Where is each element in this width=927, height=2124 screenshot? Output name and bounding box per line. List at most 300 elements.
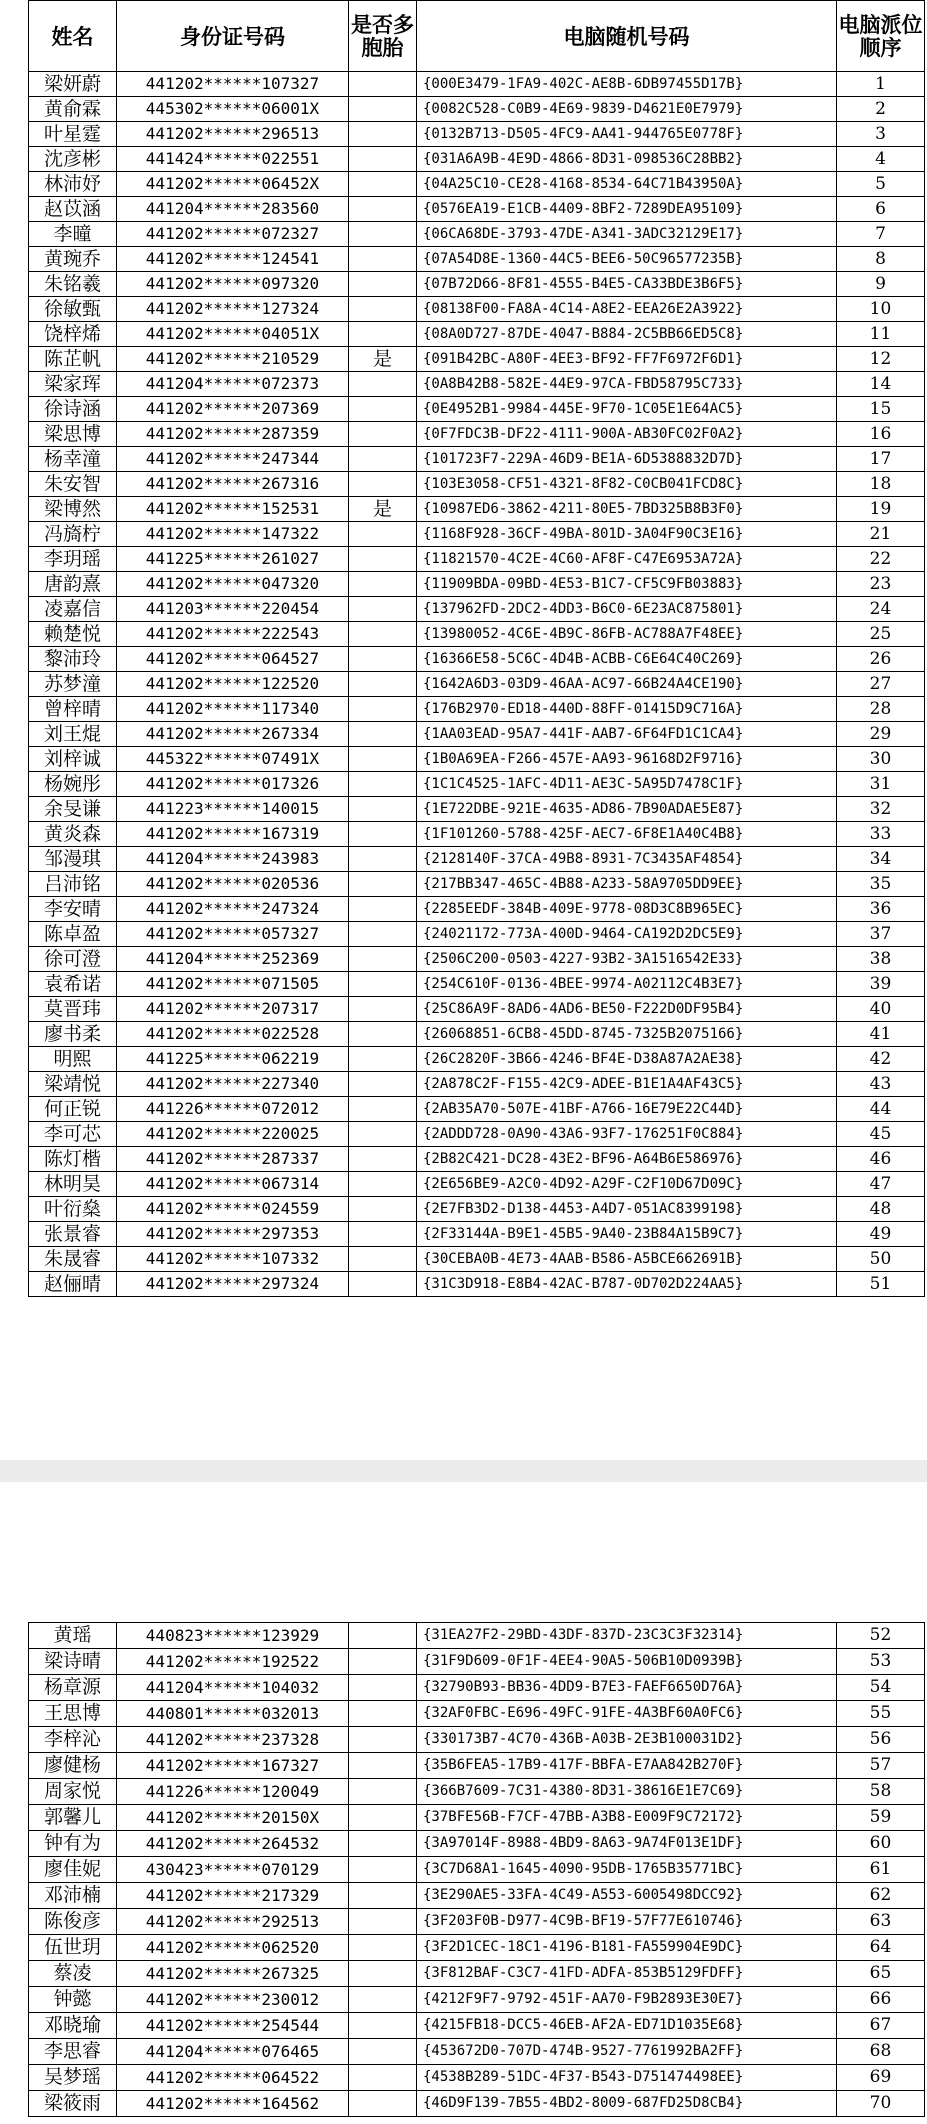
table-row	[29, 772, 925, 797]
multiple-birth	[349, 797, 417, 822]
student-name: 冯旖柠	[29, 522, 117, 547]
assignment-order: 59	[837, 1805, 925, 1831]
assignment-order: 12	[837, 347, 925, 372]
student-name: 刘王焜	[29, 722, 117, 747]
assignment-order: 7	[837, 222, 925, 247]
assignment-order: 65	[837, 1961, 925, 1987]
assignment-order: 18	[837, 472, 925, 497]
multiple-birth	[349, 2091, 417, 2117]
assignment-order: 39	[837, 972, 925, 997]
id-number: 441202******267325	[117, 1961, 349, 1987]
random-number: {2B82C421-DC28-43E2-BF96-A64B6E586976}	[417, 1147, 837, 1172]
id-number: 441202******147322	[117, 522, 349, 547]
assignment-order: 46	[837, 1147, 925, 1172]
table-row	[29, 472, 925, 497]
multiple-birth	[349, 1831, 417, 1857]
id-number: 441202******04051X	[117, 322, 349, 347]
table-row	[29, 347, 925, 372]
student-name: 张景睿	[29, 1222, 117, 1247]
id-number: 441202******062520	[117, 1935, 349, 1961]
id-number: 441204******072373	[117, 372, 349, 397]
multiple-birth	[349, 72, 417, 97]
student-name: 莫晋玮	[29, 997, 117, 1022]
assignment-order: 6	[837, 197, 925, 222]
assignment-order: 14	[837, 372, 925, 397]
id-number: 445302******06001X	[117, 97, 349, 122]
student-name: 梁妍蔚	[29, 72, 117, 97]
multiple-birth	[349, 1909, 417, 1935]
random-number: {4215FB18-DCC5-46EB-AF2A-ED71D1035E68}	[417, 2013, 837, 2039]
assignment-order: 41	[837, 1022, 925, 1047]
student-name: 陈芷帆	[29, 347, 117, 372]
multiple-birth	[349, 1022, 417, 1047]
id-number: 441202******217329	[117, 1883, 349, 1909]
assignment-order: 70	[837, 2091, 925, 2117]
id-number: 441202******164562	[117, 2091, 349, 2117]
table-row	[29, 872, 925, 897]
id-number: 441202******097320	[117, 272, 349, 297]
assignment-order: 43	[837, 1072, 925, 1097]
id-number: 441204******076465	[117, 2039, 349, 2065]
multiple-birth	[349, 372, 417, 397]
multiple-birth	[349, 1727, 417, 1753]
student-name: 徐可澄	[29, 947, 117, 972]
table-row	[29, 122, 925, 147]
random-number: {254C610F-0136-4BEE-9974-A02112C4B3E7}	[417, 972, 837, 997]
multiple-birth	[349, 1649, 417, 1675]
table-row	[29, 1623, 925, 1649]
id-number: 441202******264532	[117, 1831, 349, 1857]
multiple-birth	[349, 1961, 417, 1987]
random-number: {0576EA19-E1CB-4409-8BF2-7289DEA95109}	[417, 197, 837, 222]
id-number: 440801******032013	[117, 1701, 349, 1727]
assignment-table-page-1	[28, 0, 925, 1297]
student-name: 叶衍燊	[29, 1197, 117, 1222]
random-number: {2506C200-0503-4227-93B2-3A1516542E33}	[417, 947, 837, 972]
student-name: 吕沛铭	[29, 872, 117, 897]
student-name: 饶梓烯	[29, 322, 117, 347]
student-name: 梁博然	[29, 497, 117, 522]
assignment-order: 68	[837, 2039, 925, 2065]
student-name: 赵苡涵	[29, 197, 117, 222]
id-number: 441202******230012	[117, 1987, 349, 2013]
multiple-birth: 是	[349, 497, 417, 522]
id-number: 441202******107327	[117, 72, 349, 97]
random-number: {000E3479-1FA9-402C-AE8B-6DB97455D17B}	[417, 72, 837, 97]
random-number: {4212F9F7-9792-451F-AA70-F9B2893E30E7}	[417, 1987, 837, 2013]
multiple-birth	[349, 772, 417, 797]
random-number: {176B2970-ED18-440D-88FF-01415D9C716A}	[417, 697, 837, 722]
table-row	[29, 1883, 925, 1909]
multiple-birth	[349, 597, 417, 622]
random-number: {031A6A9B-4E9D-4866-8D31-098536C28BB2}	[417, 147, 837, 172]
random-number: {2A878C2F-F155-42C9-ADEE-B1E1A4AF43C5}	[417, 1072, 837, 1097]
student-name: 杨婉彤	[29, 772, 117, 797]
student-name: 苏梦潼	[29, 672, 117, 697]
table-row	[29, 1022, 925, 1047]
student-name: 赵俪晴	[29, 1272, 117, 1297]
table-row	[29, 2039, 925, 2065]
random-number: {0132B713-D505-4FC9-AA41-944765E0778F}	[417, 122, 837, 147]
id-number: 445322******07491X	[117, 747, 349, 772]
random-number: {1B0A69EA-F266-457E-AA93-96168D2F9716}	[417, 747, 837, 772]
id-number: 430423******070129	[117, 1857, 349, 1883]
table-row	[29, 722, 925, 747]
id-number: 441202******220025	[117, 1122, 349, 1147]
student-name: 梁家珲	[29, 372, 117, 397]
random-number: {08A0D727-87DE-4047-B884-2C5BB66ED5C8}	[417, 322, 837, 347]
multiple-birth	[349, 1197, 417, 1222]
table-row	[29, 372, 925, 397]
id-number: 441202******06452X	[117, 172, 349, 197]
assignment-order: 47	[837, 1172, 925, 1197]
multiple-birth	[349, 1935, 417, 1961]
id-number: 441202******292513	[117, 1909, 349, 1935]
table-row	[29, 1097, 925, 1122]
id-number: 441202******124541	[117, 247, 349, 272]
multiple-birth	[349, 722, 417, 747]
id-number: 441204******283560	[117, 197, 349, 222]
student-name: 赖楚悦	[29, 622, 117, 647]
random-number: {1F101260-5788-425F-AEC7-6F8E1A40C4B8}	[417, 822, 837, 847]
random-number: {3A97014F-8988-4BD9-8A63-9A74F013E1DF}	[417, 1831, 837, 1857]
multiple-birth	[349, 947, 417, 972]
assignment-order: 15	[837, 397, 925, 422]
student-name: 袁希诺	[29, 972, 117, 997]
id-number: 441202******192522	[117, 1649, 349, 1675]
random-number: {2F33144A-B9E1-45B5-9A40-23B84A15B9C7}	[417, 1222, 837, 1247]
id-number: 441202******297353	[117, 1222, 349, 1247]
header-order: 电脑派位顺序	[837, 1, 925, 72]
random-number: {2AB35A70-507E-41BF-A766-16E79E22C44D}	[417, 1097, 837, 1122]
page-2	[0, 1482, 927, 2124]
random-number: {35B6FEA5-17B9-417F-BBFA-E7AA842B270F}	[417, 1753, 837, 1779]
id-number: 441202******207369	[117, 397, 349, 422]
random-number: {32AF0FBC-E696-49FC-91FE-4A3BF60A0FC6}	[417, 1701, 837, 1727]
table-row	[29, 572, 925, 597]
id-number: 441202******237328	[117, 1727, 349, 1753]
id-number: 440823******123929	[117, 1623, 349, 1649]
id-number: 441202******117340	[117, 697, 349, 722]
student-name: 朱晟睿	[29, 1247, 117, 1272]
header-random: 电脑随机号码	[417, 1, 837, 72]
table-row	[29, 972, 925, 997]
multiple-birth	[349, 1987, 417, 2013]
random-number: {453672D0-707D-474B-9527-7761992BA2FF}	[417, 2039, 837, 2065]
table-row	[29, 497, 925, 522]
random-number: {0E4952B1-9984-445E-9F70-1C05E1E64AC5}	[417, 397, 837, 422]
table-row	[29, 1047, 925, 1072]
assignment-order: 53	[837, 1649, 925, 1675]
table-row	[29, 147, 925, 172]
multiple-birth	[349, 172, 417, 197]
id-number: 441202******287337	[117, 1147, 349, 1172]
id-number: 441202******020536	[117, 872, 349, 897]
random-number: {25C86A9F-8AD6-4AD6-BE50-F222D0DF95B4}	[417, 997, 837, 1022]
student-name: 李可芯	[29, 1122, 117, 1147]
multiple-birth	[349, 847, 417, 872]
table-row	[29, 1649, 925, 1675]
student-name: 李玥瑶	[29, 547, 117, 572]
multiple-birth	[349, 397, 417, 422]
table-row	[29, 1172, 925, 1197]
assignment-order: 23	[837, 572, 925, 597]
assignment-order: 24	[837, 597, 925, 622]
assignment-order: 52	[837, 1623, 925, 1649]
multiple-birth	[349, 1623, 417, 1649]
table-row	[29, 272, 925, 297]
random-number: {0A8B42B8-582E-44E9-97CA-FBD58795C733}	[417, 372, 837, 397]
table-row	[29, 322, 925, 347]
header-row	[29, 1, 925, 72]
id-number: 441226******072012	[117, 1097, 349, 1122]
multiple-birth	[349, 1883, 417, 1909]
assignment-order: 62	[837, 1883, 925, 1909]
id-number: 441202******152531	[117, 497, 349, 522]
student-name: 朱安智	[29, 472, 117, 497]
table-row	[29, 522, 925, 547]
random-number: {2ADDD728-0A90-43A6-93F7-176251F0C884}	[417, 1122, 837, 1147]
table-row	[29, 2065, 925, 2091]
student-name: 徐诗涵	[29, 397, 117, 422]
id-number: 441202******207317	[117, 997, 349, 1022]
assignment-order: 8	[837, 247, 925, 272]
multiple-birth	[349, 2013, 417, 2039]
id-number: 441202******064527	[117, 647, 349, 672]
table-row	[29, 422, 925, 447]
student-name: 沈彦彬	[29, 147, 117, 172]
id-number: 441202******297324	[117, 1272, 349, 1297]
random-number: {0082C528-C0B9-4E69-9839-D4621E0E7979}	[417, 97, 837, 122]
random-number: {2E7FB3D2-D138-4453-A4D7-051AC8399198}	[417, 1197, 837, 1222]
table-row	[29, 1987, 925, 2013]
student-name: 陈俊彦	[29, 1909, 117, 1935]
id-number: 441202******072327	[117, 222, 349, 247]
id-number: 441226******120049	[117, 1779, 349, 1805]
id-number: 441202******20150X	[117, 1805, 349, 1831]
assignment-order: 57	[837, 1753, 925, 1779]
random-number: {101723F7-229A-46D9-BE1A-6D5388832D7D}	[417, 447, 837, 472]
random-number: {0F7FDC3B-DF22-4111-900A-AB30FC02F0A2}	[417, 422, 837, 447]
multiple-birth	[349, 1172, 417, 1197]
student-name: 林明昊	[29, 1172, 117, 1197]
table-row	[29, 947, 925, 972]
multiple-birth	[349, 747, 417, 772]
student-name: 余旻谦	[29, 797, 117, 822]
student-name: 钟懿	[29, 1987, 117, 2013]
id-number: 441202******267334	[117, 722, 349, 747]
random-number: {04A25C10-CE28-4168-8534-64C71B43950A}	[417, 172, 837, 197]
random-number: {30CEBA0B-4E73-4AAB-B586-A5BCE662691B}	[417, 1247, 837, 1272]
table-row	[29, 1072, 925, 1097]
multiple-birth	[349, 1857, 417, 1883]
assignment-order: 60	[837, 1831, 925, 1857]
multiple-birth	[349, 672, 417, 697]
random-number: {3F812BAF-C3C7-41FD-ADFA-853B5129FDFF}	[417, 1961, 837, 1987]
id-number: 441202******227340	[117, 1072, 349, 1097]
assignment-order: 25	[837, 622, 925, 647]
random-number: {32790B93-BB36-4DD9-B7E3-FAEF6650D76A}	[417, 1675, 837, 1701]
random-number: {217BB347-465C-4B88-A233-58A9705DD9EE}	[417, 872, 837, 897]
random-number: {08138F00-FA8A-4C14-A8E2-EEA26E2A3922}	[417, 297, 837, 322]
id-number: 441204******252369	[117, 947, 349, 972]
table-row	[29, 597, 925, 622]
table-row	[29, 1831, 925, 1857]
assignment-order: 3	[837, 122, 925, 147]
id-number: 441204******104032	[117, 1675, 349, 1701]
assignment-order: 19	[837, 497, 925, 522]
id-number: 441225******062219	[117, 1047, 349, 1072]
assignment-order: 17	[837, 447, 925, 472]
table-row	[29, 672, 925, 697]
page-gap	[0, 1460, 927, 1482]
student-name: 郭馨儿	[29, 1805, 117, 1831]
assignment-order: 16	[837, 422, 925, 447]
random-number: {4538B289-51DC-4F37-B543-D751474498EE}	[417, 2065, 837, 2091]
student-name: 陈灯楷	[29, 1147, 117, 1172]
random-number: {37BFE56B-F7CF-47BB-A3B8-E009F9C72172}	[417, 1805, 837, 1831]
assignment-order: 54	[837, 1675, 925, 1701]
student-name: 曾梓晴	[29, 697, 117, 722]
multiple-birth	[349, 822, 417, 847]
student-name: 梁诗晴	[29, 1649, 117, 1675]
multiple-birth	[349, 1753, 417, 1779]
multiple-birth	[349, 97, 417, 122]
random-number: {091B42BC-A80F-4EE3-BF92-FF7F6972F6D1}	[417, 347, 837, 372]
random-number: {3C7D68A1-1645-4090-95DB-1765B35771BC}	[417, 1857, 837, 1883]
table-row	[29, 797, 925, 822]
table-row	[29, 1779, 925, 1805]
multiple-birth	[349, 422, 417, 447]
table-row	[29, 922, 925, 947]
multiple-birth	[349, 1701, 417, 1727]
multiple-birth	[349, 122, 417, 147]
random-number: {2128140F-37CA-49B8-8931-7C3435AF4854}	[417, 847, 837, 872]
student-name: 明熙	[29, 1047, 117, 1072]
assignment-order: 21	[837, 522, 925, 547]
random-number: {07B72D66-8F81-4555-B4E5-CA33BDE3B6F5}	[417, 272, 837, 297]
assignment-order: 40	[837, 997, 925, 1022]
multiple-birth	[349, 1247, 417, 1272]
multiple-birth	[349, 197, 417, 222]
table-row	[29, 197, 925, 222]
id-number: 441202******047320	[117, 572, 349, 597]
student-name: 陈卓盈	[29, 922, 117, 947]
assignment-order: 10	[837, 297, 925, 322]
id-number: 441202******064522	[117, 2065, 349, 2091]
student-name: 廖健杨	[29, 1753, 117, 1779]
student-name: 叶星霆	[29, 122, 117, 147]
assignment-order: 38	[837, 947, 925, 972]
id-number: 441202******222543	[117, 622, 349, 647]
assignment-order: 56	[837, 1727, 925, 1753]
student-name: 李思睿	[29, 2039, 117, 2065]
assignment-order: 29	[837, 722, 925, 747]
id-number: 441202******127324	[117, 297, 349, 322]
random-number: {11909BDA-09BD-4E53-B1C7-CF5C9FB03883}	[417, 572, 837, 597]
assignment-order: 63	[837, 1909, 925, 1935]
assignment-order: 30	[837, 747, 925, 772]
multiple-birth	[349, 697, 417, 722]
table-row	[29, 1753, 925, 1779]
multiple-birth	[349, 1805, 417, 1831]
multiple-birth	[349, 147, 417, 172]
multiple-birth	[349, 2065, 417, 2091]
table-row	[29, 297, 925, 322]
assignment-order: 48	[837, 1197, 925, 1222]
table-row	[29, 1909, 925, 1935]
random-number: {366B7609-7C31-4380-8D31-38616E1E7C69}	[417, 1779, 837, 1805]
id-number: 441202******167319	[117, 822, 349, 847]
student-name: 黄俞霖	[29, 97, 117, 122]
table-row	[29, 847, 925, 872]
table-row	[29, 2091, 925, 2117]
random-number: {10987ED6-3862-4211-80E5-7BD325B8B3F0}	[417, 497, 837, 522]
id-number: 441202******247344	[117, 447, 349, 472]
multiple-birth	[349, 622, 417, 647]
id-number: 441202******071505	[117, 972, 349, 997]
assignment-order: 45	[837, 1122, 925, 1147]
table-row	[29, 1805, 925, 1831]
assignment-order: 67	[837, 2013, 925, 2039]
student-name: 杨章源	[29, 1675, 117, 1701]
multiple-birth	[349, 1122, 417, 1147]
multiple-birth	[349, 447, 417, 472]
table-row	[29, 1701, 925, 1727]
multiple-birth	[349, 1147, 417, 1172]
random-number: {26068851-6CB8-45DD-8745-7325B2075166}	[417, 1022, 837, 1047]
random-number: {1AA03EAD-95A7-441F-AAB7-6F64FD1C1CA4}	[417, 722, 837, 747]
table-body	[29, 72, 925, 1297]
student-name: 吴梦瑶	[29, 2065, 117, 2091]
random-number: {46D9F139-7B55-4BD2-8009-687FD25D8CB4}	[417, 2091, 837, 2117]
random-number: {1642A6D3-03D9-46AA-AC97-66B24A4CE190}	[417, 672, 837, 697]
assignment-order: 61	[837, 1857, 925, 1883]
header-id: 身份证号码	[117, 1, 349, 72]
assignment-order: 5	[837, 172, 925, 197]
assignment-order: 34	[837, 847, 925, 872]
id-number: 441202******022528	[117, 1022, 349, 1047]
multiple-birth	[349, 472, 417, 497]
random-number: {13980052-4C6E-4B9C-86FB-AC788A7F48EE}	[417, 622, 837, 647]
assignment-order: 26	[837, 647, 925, 672]
student-name: 唐韵熹	[29, 572, 117, 597]
student-name: 杨幸潼	[29, 447, 117, 472]
id-number: 441202******254544	[117, 2013, 349, 2039]
student-name: 徐敏甄	[29, 297, 117, 322]
id-number: 441424******022551	[117, 147, 349, 172]
id-number: 441202******247324	[117, 897, 349, 922]
student-name: 钟有为	[29, 1831, 117, 1857]
multiple-birth	[349, 272, 417, 297]
random-number: {1168F928-36CF-49BA-801D-3A04F90C3E16}	[417, 522, 837, 547]
multiple-birth	[349, 1097, 417, 1122]
assignment-order: 42	[837, 1047, 925, 1072]
multiple-birth	[349, 1779, 417, 1805]
id-number: 441202******017326	[117, 772, 349, 797]
id-number: 441202******122520	[117, 672, 349, 697]
student-name: 王思博	[29, 1701, 117, 1727]
id-number: 441202******287359	[117, 422, 349, 447]
header-multiple: 是否多胞胎	[349, 1, 417, 72]
random-number: {31EA27F2-29BD-43DF-837D-23C3C3F32314}	[417, 1623, 837, 1649]
table-row	[29, 1857, 925, 1883]
random-number: {31F9D609-0F1F-4EE4-90A5-506B10D0939B}	[417, 1649, 837, 1675]
multiple-birth	[349, 522, 417, 547]
table-row	[29, 222, 925, 247]
student-name: 林沛妤	[29, 172, 117, 197]
random-number: {2285EEDF-384B-409E-9778-08D3C8B965EC}	[417, 897, 837, 922]
